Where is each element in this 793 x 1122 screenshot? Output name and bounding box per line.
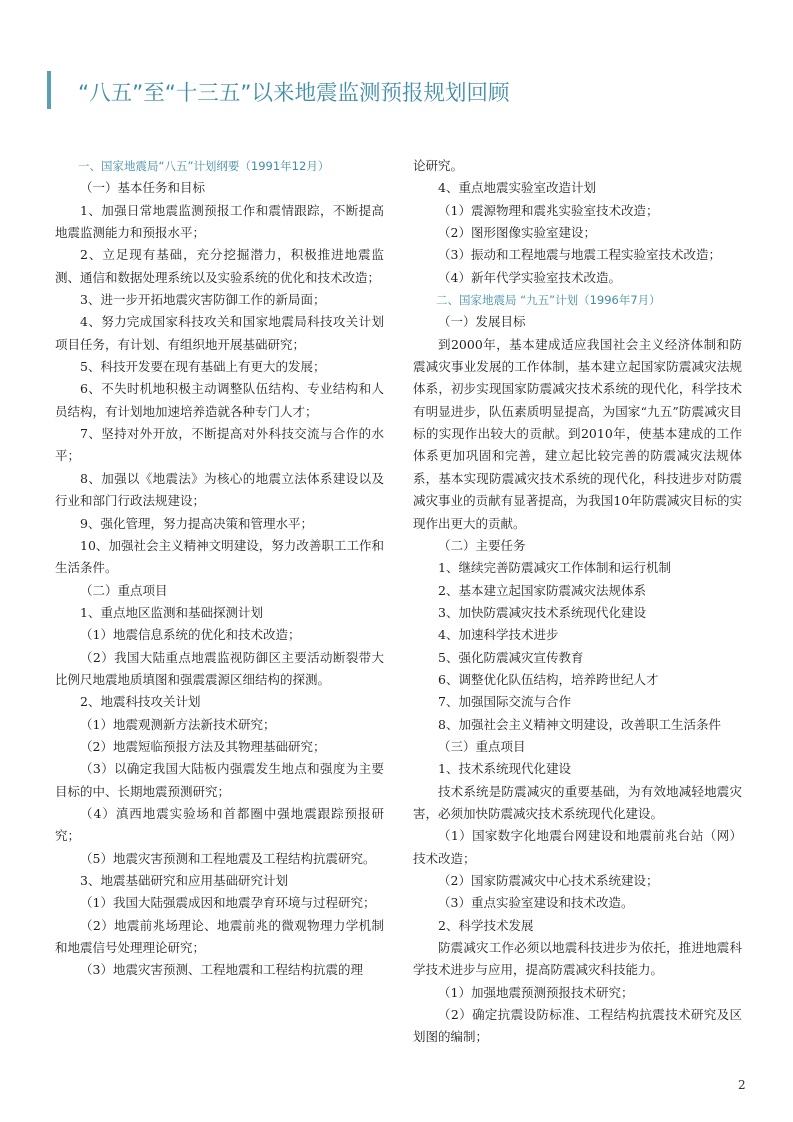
paragraph: （一）基本任务和目标	[80, 180, 206, 196]
paragraph: 9、强化管理，努力提高决策和管理水平；	[80, 515, 313, 531]
paragraph: 2、立足现有基础，充分挖掘潜力，积极推进地震监测、通信和数据处理系统以及实验系统的优化和技术改造；	[55, 247, 384, 285]
paragraph: （2）确定抗震设防标准、工程结构抗震技术研究及区划图的编制；	[413, 1007, 742, 1045]
paragraph: （二）主要任务	[438, 537, 526, 553]
section-heading: 一、国家地震局“八五”计划纲要（1991年12月）	[78, 159, 330, 173]
paragraph: 1、继续完善防震减灾工作体制和运行机制	[438, 560, 671, 576]
paragraph: （1）我国大陆强震成因和地震孕育环境与过程研究；	[80, 895, 376, 911]
paragraph: 3、进一步开拓地震灾害防御工作的新局面；	[80, 292, 326, 308]
title-accent-bar	[47, 71, 51, 109]
paragraph: 到2000年，基本建成适应我国社会主义经济体制和防震减灾事业发展的工作体制，基本建立起国家防震减灾法规体系，初步实现国家防震减灾技术系统的现代化，科学技术有明显进步，队伍素质明显提高，为国家“九五”防震减灾目标的实现作出较大的贡献。到2010年，使基本建成的工作体系更加巩固和完善，建立起比较完善的防震减灾法规体系，基本实现防震减灾技术系统的现代化，科技进步对防震减灾事业的贡献有显著提高，为我国10年防震减灾目标的实现作出更大的贡献。	[413, 336, 742, 531]
paragraph: （5）地震灾害预测和工程地震及工程结构抗震研究。	[80, 850, 376, 866]
paragraph: 4、重点地震实验室改造计划	[438, 180, 596, 196]
paragraph: 论研究。	[413, 158, 464, 173]
paragraph: （二）重点项目	[80, 582, 168, 598]
paragraph: （3）以确定我国大陆板内强震发生地点和强度为主要目标的中、长期地震预测研究；	[55, 761, 384, 799]
paragraph: 6、不失时机地积极主动调整队伍结构、专业结构和人员结构，有计划地加速培养造就各种专门人才；	[55, 381, 384, 419]
paragraph: （1）国家数字化地震台网建设和地震前兆台站（网）技术改造；	[413, 828, 742, 866]
paragraph: （4）滇西地震实验场和首都圈中强地震跟踪预报研究；	[55, 805, 384, 844]
paragraph: （1）加强地震预测预报技术研究；	[438, 984, 634, 1000]
paragraph: （一）发展目标	[438, 314, 526, 330]
paragraph: （1）地震信息系统的优化和技术改造；	[80, 627, 301, 643]
paragraph: （2）地震短临预报方法及其物理基础研究；	[80, 738, 326, 754]
paragraph: 防震减灾工作必须以地震科技进步为依托，推进地震科学技术进步与应用，提高防震减灾科技能力。	[413, 940, 742, 978]
page-title: “八五”至“十三五”以来地震监测预报规划回顾	[78, 81, 510, 106]
paragraph: 2、地震科技攻关计划	[80, 694, 201, 710]
paragraph: （4）新年代学实验室技术改造。	[438, 269, 621, 285]
paragraph: 技术系统是防震减灾的重要基础，为有效地减轻地震灾害，必须加快防震减灾技术系统现代化建设。	[413, 783, 742, 821]
paragraph: 8、加强社会主义精神文明建设，改善职工生活条件	[438, 716, 721, 732]
paragraph: （2）图形图像实验室建设；	[438, 225, 596, 241]
paragraph: 1、加强日常地震监测预报工作和震情跟踪，不断提高地震监测能力和预报水平；	[55, 202, 384, 241]
paragraph: 5、科技开发要在现有基础上有更大的发展；	[80, 359, 326, 375]
paragraph: （2）国家防震减灾中心技术系统建设；	[438, 873, 659, 888]
paragraph: 7、加强国际交流与合作	[438, 694, 571, 710]
paragraph: 3、加快防震减灾技术系统现代化建设	[438, 604, 646, 620]
paragraph: 2、科学技术发展	[438, 917, 534, 933]
paragraph: （2）我国大陆重点地震监视防御区主要活动断裂带大比例尺地震地质填图和强震震源区细结构的探测。	[55, 649, 384, 687]
paragraph: （3）振动和工程地震与地震工程实验室技术改造；	[438, 247, 721, 263]
paragraph: 2、基本建立起国家防震减灾法规体系	[438, 582, 646, 598]
paragraph: 6、调整优化队伍结构，培养跨世纪人才	[438, 671, 659, 687]
paragraph: 4、努力完成国家科技攻关和国家地震局科技攻关计划项目任务，有计划、有组织地开展基础研究；	[55, 314, 384, 352]
page-number: 2	[738, 1078, 746, 1092]
paragraph: 1、技术系统现代化建设	[438, 761, 571, 777]
paragraph: 1、重点地区监测和基础探测计划	[80, 604, 263, 620]
paragraph: （3）地震灾害预测、工程地震和工程结构抗震的理	[80, 962, 363, 978]
left-column	[55, 155, 384, 982]
section-heading: 二、国家地震局 “九五”计划（1996年7月）	[436, 293, 661, 308]
paragraph: 10、加强社会主义精神文明建设，努力改善职工工作和生活条件。	[55, 537, 384, 576]
paragraph: （1）地震观测新方法新技术研究；	[80, 716, 276, 732]
paragraph: （1）震源物理和震兆实验室技术改造；	[438, 202, 659, 218]
paragraph: （3）重点实验室建设和技术改造。	[438, 895, 634, 911]
paragraph: （三）重点项目	[438, 738, 526, 754]
paragraph: 3、地震基础研究和应用基础研究计划	[80, 873, 288, 888]
paragraph: 5、强化防震减灾宣传教育	[438, 649, 584, 665]
paragraph: 8、加强以《地震法》为核心的地震立法体系建设以及行业和部门行政法规建设；	[55, 470, 384, 509]
paragraph: （2）地震前兆场理论、地震前兆的微观物理力学机制和地震信号处理理论研究；	[55, 917, 384, 956]
paragraph: 4、加速科学技术进步	[438, 627, 559, 643]
paragraph: 7、坚持对外开放，不断提高对外科技交流与合作的水平；	[55, 426, 384, 464]
right-column	[413, 155, 742, 1049]
